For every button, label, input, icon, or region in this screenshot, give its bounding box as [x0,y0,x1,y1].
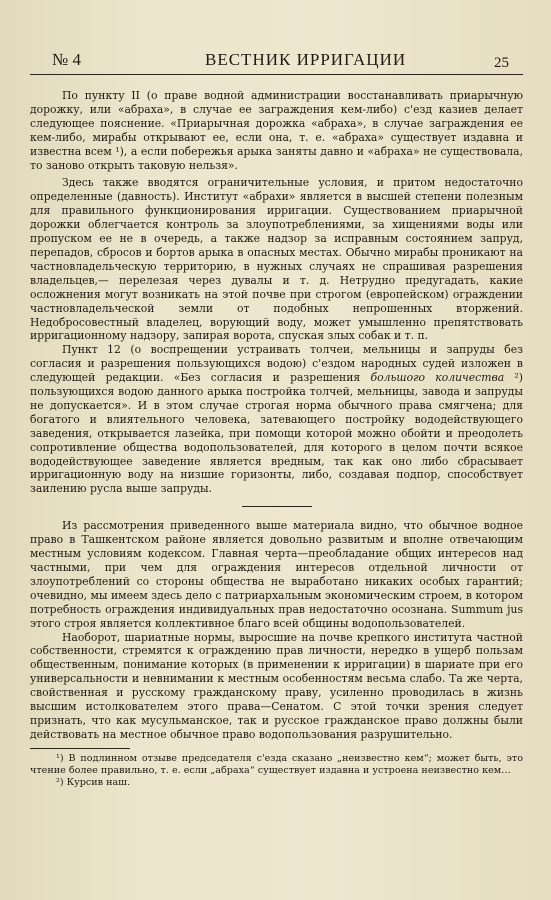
paragraph-5: Наоборот, шариатные нормы, выросшие на почве крепкого института частной собственности, стремятся к ограждению прав личности, нередко в ущерб пользам общественным, понимание которых (в применении к ирригации) в шариате при его универсальности и невнимании к местным особенностям весьма слабо. Та же черта, свойственная и русскому гражданскому праву, усиленно проводилась в жизнь высшим истолкователем этого права—Сенатом. С этой точки зрения следует признать, что как мусульманское, так и русское гражданское право должны были действовать на местное обычное право водопользования разрушительно. [30,630,523,741]
article-body [30,89,523,742]
paragraph-1: По пункту II (о праве водной администрации восстанавливать приарычную дорожку, или «абраха», в случае ее заграждения кем-либо) с'езд казиев делает следующее пояснение. «Приарычная дорожка «абраха», в случае заграждения ее кем-либо, мирабы открывают ее, если она, т. е. «абраха» существует издавна и известна всем ¹), а если побережья арыка заняты давно и «абраха» не существовала, то заново открыть таковую нельзя». [30,89,523,172]
footnote-2: ²) Курсив наш. [56,776,131,788]
journal-title: ВЕСТНИК ИРРИГАЦИИ [205,50,407,69]
paragraph-2: Здесь также вводятся ограничительные условия, и притом недостаточно определенные (давность). Институт «абрахи» является в высшей степени полезным для правильного функционирования ирригации. Существованием приарычной дорожки облегчается контроль за злоупотреблениями, за хищениями воды или пропуском ее не в очередь, а также надзор за исправным состоянием запруд, перепадов, сбросов и бортов арыка в опасных местах. Обычно мирабы проникают на частновладельческую территорию, в нужных случаях не спрашивая разрешения владельцев,— перелезая через дувалы и т. д. Нетрудно предугадать, какие осложнения могут возникать на этой почве при строгом (европейском) ограждении частновладельческой земли от подобных непрошенных вторжений. Недобросовестный владелец, ворующий воду, может умышленно препятствовать ирригационному надзору, запирая ворота, спуская злых собак и т. п. [30,176,523,343]
section-divider [242,506,312,507]
paragraph-3-text-a: Пункт 12 (о воспрещении устраивать толчеи, мельницы и запруды без согласия и разрешения пользующихся водою) с'ездом народных судей изложен в следующей редакции. «Без согласия и разрешения [30,343,523,385]
paragraph-3-text-b: ²) пользующихся водою данного арыка постройка толчей, мельницы, завода и запруды не допускается». И в этом случае строгая норма обычного права смягчена; для богатого и влиятельного человека, затевающего постройку вододействующего заведения, открывается лазейка, при помощи которой можно обойти и преодолеть сопротивление общества водопользователей, для которого в целом почти всякое вододействующее заведение является вредным, так как оно либо сбрасывает ирригационную воду на низшие горизонты, либо, создавая подпор, способствует заилению русла выше запруды. [30,371,523,496]
paragraph-3 [30,343,523,496]
footnotes [30,753,523,789]
footnote-1: ¹) В подлинном отзыве председателя с'езда сказано „неизвестно кем“; может быть, это чтение более правильно, т. е. если „абраха“ существует издавна и устроена неизвестно кем… [30,752,523,776]
paragraph-4: Из рассмотрения приведенного выше материала видно, что обычное водное право в Ташкентском районе является довольно развитым и вполне отвечающим местным условиям кодексом. Главная черта—преобладание общих интересов над частными, при чем для ограждения интересов отдельной личности от злоупотреблений со стороны общества не выработано никаких особых гарантий; очевидно, мы имеем здесь дело с патриархальным экономическим строем, в котором потребность ограждения индивидуальных прав недостаточно осознана. Summum jus этого строя является коллективное благо всей общины водопользователей. [30,519,523,630]
issue-label: № 4 [52,50,81,69]
page-number: 25 [494,55,509,71]
running-header [30,40,523,75]
paragraph-3-italic: большого количества [370,371,505,385]
footnote-rule [30,748,130,749]
